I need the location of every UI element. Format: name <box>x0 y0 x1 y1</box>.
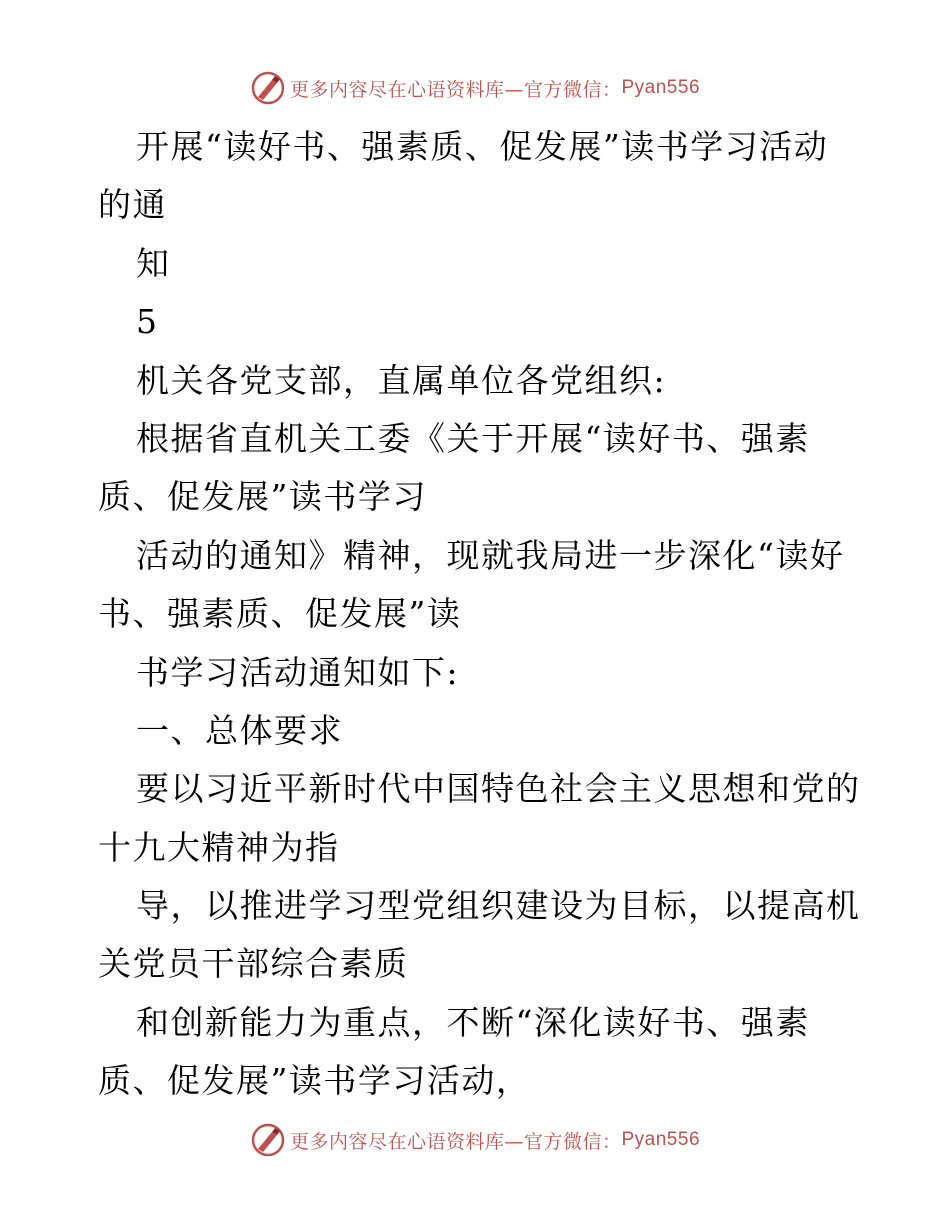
header-watermark <box>0 68 950 108</box>
text-line: 质、促发展”读书学习活动， <box>98 1061 531 1101</box>
text-line: 书学习活动通知如下: <box>136 652 460 692</box>
text-line: 根据省直机关工委《关于开展“读好书、强素 <box>136 418 810 458</box>
watermark-text: 更多内容尽在心语资料库—官方微信： <box>289 78 622 101</box>
text-line: 十九大精神为指 <box>98 827 340 867</box>
text-line: 开展“读好书、强素质、促发展”读书学习活动 <box>136 127 829 166</box>
text-line: 活动的通知》精神，现就我局进一步深化“读好 <box>136 535 845 575</box>
text-line: 关党员干部综合素质 <box>98 944 409 984</box>
watermark-handle: Pyan556 <box>621 1129 701 1150</box>
text-line: 知 <box>136 243 171 283</box>
watermark-text: 更多内容尽在心语资料库—官方微信： <box>289 1130 622 1153</box>
text-line: 导，以推进学习型党组织建设为目标，以提高机 <box>136 886 861 926</box>
text-line: 书、强素质、促发展”读 <box>98 594 462 634</box>
text-line: 和创新能力为重点，不断“深化读好书、强素 <box>136 1002 810 1042</box>
document-body <box>98 118 861 1111</box>
text-line: 要以习近平新时代中国特色社会主义思想和党的 <box>136 769 861 809</box>
text-line: 5 <box>136 302 159 342</box>
text-line: 质、促发展”读书学习 <box>98 477 427 517</box>
text-line: 的通 <box>98 185 167 225</box>
text-line: 一、总体要求 <box>136 710 343 750</box>
pen-logo-icon <box>250 1122 286 1158</box>
pen-logo-icon <box>250 70 286 106</box>
footer-watermark <box>0 1120 950 1160</box>
watermark-handle: Pyan556 <box>621 77 701 98</box>
text-line: 机关各党支部，直属单位各党组织: <box>136 360 667 400</box>
